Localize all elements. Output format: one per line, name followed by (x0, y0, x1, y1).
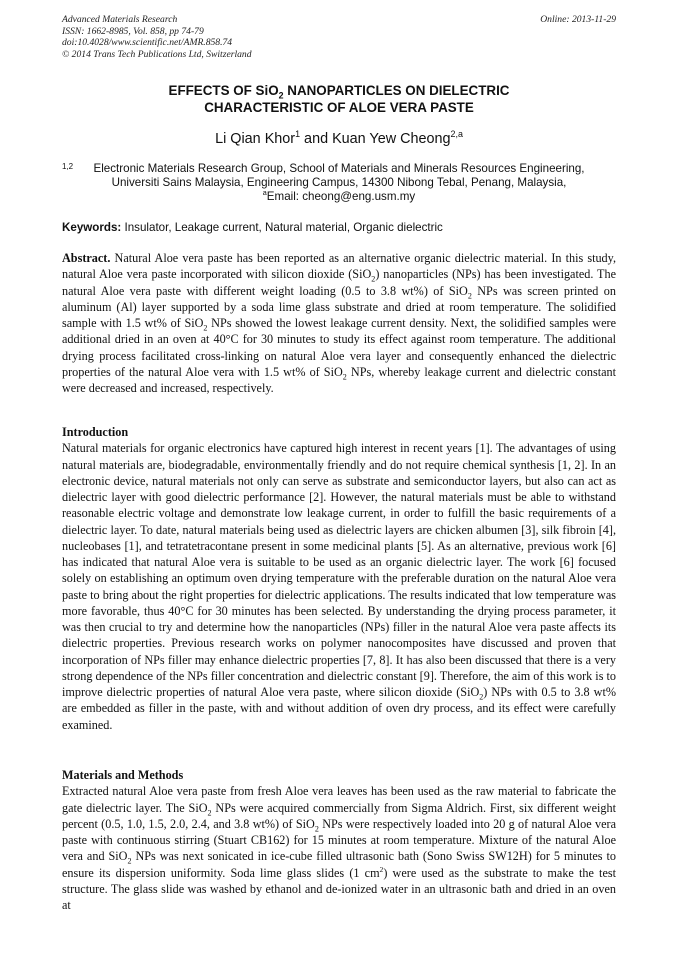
author-2-affiliation-marker: 2,a (450, 129, 463, 140)
affiliation (62, 162, 616, 204)
introduction-paragraph: Natural materials for organic electronics have captured high interest in recent years [1]. The advantages of using natural materials are, biodegradable, environmentally friendly and do not require chemical synthesis [1, 2]. In an electronic device, natural materials not only can serve as substrate and semiconductor layers, but also can act as dielectric layer with good dielectric performance [2]. However, the natural materials must be able to withstand reasonable electric voltage and demonstrate low leakage current, in order to fulfill the basic requirements of a dielectric layer. To date, natural materials being used as dielectric layers are chicken albumen [3], silk fibroin [4], nucleobases [1], and tetratetracontane present in some medicinal plants [5]. As an alternative, previous work [6] has indicated that natural Aloe vera is suitable to be used as an organic dielectric layer. The work [6] focused solely on establishing an optimum oven drying temperature with the preferable duration on the natural Aloe vera paste to bring about the right properties for dielectric applications. The results indicated that low temperature was more favorable, thus 40°C for 30 minutes has been selected. By understanding the drying process parameter, it was then crucial to try and determine how the nanoparticles (NPs) filler in the natural Aloe vera paste affects its dielectric properties. Previous research works on polymer nanocomposites have discussed and proven that incorporation of NPs filler may enhance dielectric properties [7, 8]. It has also been discussed that there is a very strong dependence of the NPs filler concentration and dielectric constant [9]. Therefore, the aim of this work is to improve dielectric properties of natural Aloe vera paste, where silicon dioxide (SiO$_2$) NPs with 0.5 to 3.8 wt% are embedded as filler in the paste, with and without addition of oven dry process, and its effect were carefully examined. (62, 441, 616, 732)
author-1: Li Qian Khor (215, 131, 296, 147)
author-1-affiliation-marker: 1 (295, 129, 301, 140)
journal-copyright: © 2014 Trans Tech Publications Ltd, Switzerland (62, 48, 252, 60)
methods-section (62, 767, 616, 913)
abstract-label: Abstract. (62, 251, 111, 265)
author-2: Kuan Yew Cheong (332, 131, 451, 147)
introduction-section (62, 424, 616, 733)
methods-heading: Materials and Methods (62, 768, 184, 782)
abstract-paragraph: Abstract. Natural Aloe vera paste has been reported as an alternative organic dielectric material. In this study, natural Aloe vera paste incorporated with silicon dioxide (SiO$_2$) nanoparticles (NPs) has been investigated. The natural Aloe vera paste with different weight loading (0.5 to 3.8 wt%) of SiO$_2$ NPs was screen printed on aluminum (Al) layer supported by a soda lime glass substrate and dried at room temperature. The solidified sample with 1.5 wt% of SiO$_2$ NPs showed the lowest leakage current density. Next, the solidified samples were additional dried in an oven at 40°C for 30 minutes to study its effect against room temperature. The additional drying process facilitated cross-linking on natural Aloe vera layer and consequently enhanced the dielectric properties of the natural Aloe vera with 1.5 wt% of SiO$_2$ NPs, whereby leakage current and dielectric constant were decreased and increased, respectively. (62, 251, 617, 395)
keywords-text: Insulator, Leakage current, Natural material, Organic dielectric (121, 221, 443, 234)
affiliation-email: $^a$Email: cheong@eng.usm.my (262, 188, 416, 203)
journal-name: Advanced Materials Research (62, 14, 178, 25)
title-line-1: EFFECTS OF SiO$_2$ NANOPARTICLES ON DIELECTRIC (168, 83, 510, 101)
abstract-section (62, 250, 616, 396)
affiliation-marker: 1,2 (62, 162, 74, 171)
keywords (62, 221, 616, 235)
journal-doi: doi:10.4028/www.scientific.net/AMR.858.74 (62, 37, 233, 49)
journal-header (62, 14, 616, 60)
journal-issn: ISSN: 1662-8985, Vol. 858, pp 74-79 (62, 25, 204, 37)
author-list: Li Qian Khor$^1$ and Kuan Yew Cheong$^{2,a}$ (215, 129, 463, 147)
affiliation-line-2: Universiti Sains Malaysia, Engineering Campus, 14300 Nibong Tebal, Penang, Malaysia, (111, 176, 567, 189)
affiliation-line-1: Electronic Materials Research Group, School of Materials and Minerals Resources Engineering, (93, 162, 585, 175)
title-line-2: CHARACTERISTIC OF ALOE VERA PASTE (204, 100, 474, 115)
online-date: Online: 2013-11-29 (540, 14, 616, 25)
methods-paragraph: Extracted natural Aloe vera paste from fresh Aloe vera leaves has been used as the raw material to fabricate the gate dielectric layer. The SiO$_2$ NPs were acquired commercially from Sigma Aldrich. First, six different weight percent (0.5, 1.0, 1.5, 2.0, 2.4, and 3.8 wt%) of SiO$_2$ NPs were respectively loaded into 20 g of natural Aloe vera paste with continuous stirring (Stuart CB162) for 15 minutes at room temperature. Mixture of the natural Aloe vera and SiO$_2$ NPs was next sonicated in ice-cube filled ultrasonic bath (Sono Swiss SW12H) for 5 minutes to ensure its dispersion uniformity. Soda lime glass slides (1 $cm^2$) were used as the substrate to make the test structure. The glass slide was washed by ethanol and de-ionized water in an ultrasonic bath and dried in an oven at (62, 784, 616, 912)
keywords-label: Keywords: (62, 221, 122, 234)
paper-title (62, 82, 616, 116)
introduction-heading: Introduction (62, 425, 129, 439)
